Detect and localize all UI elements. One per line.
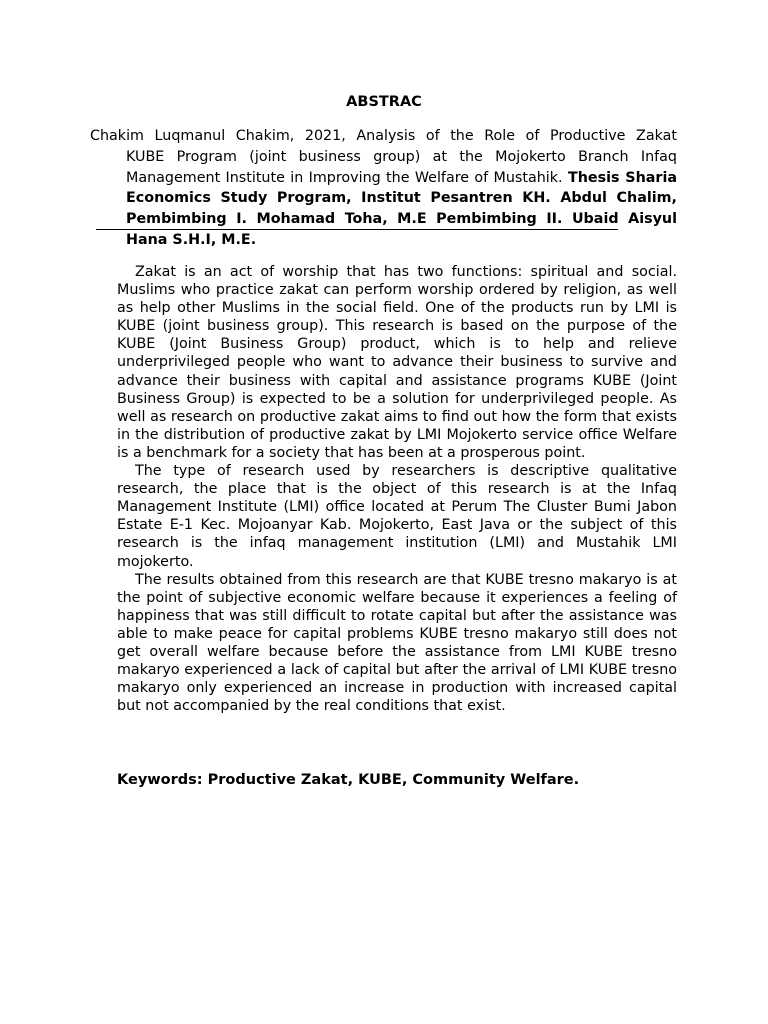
abstract-title: ABSTRAC — [346, 94, 422, 110]
abstract-paragraph-2: The type of research used by researchers is descriptive qualitative research, the place that is the object of this research is at the Infaq Management Institute (LMI) office located at Perum The Cluster Bumi Jabon Estate E-1 Kec. Mojoanyar Kab. Mojokerto, East Java or the subject of this research is the infaq management institution (LMI) and Mustahik LMI mojokerto. — [117, 463, 677, 570]
abstract-paragraph-3: The results obtained from this research are that KUBE tresno makaryo is at the point of subjective economic welfare because it experiences a feeling of happiness that was still difficult to rotate capital but after the assistance was able to make peace for capital problems KUBE tresno makaryo still does not get overall welfare because before the assistance from LMI KUBE tresno makaryo experienced a lack of capital but after the arrival of LMI KUBE tresno makaryo only experienced an increase in production with increased capital but not accompanied by the real conditions that exist. — [117, 571, 677, 715]
keywords-line: Keywords: Productive Zakat, KUBE, Community Welfare. — [117, 772, 580, 788]
citation-block — [90, 126, 677, 251]
citation-continuation: KUBE Program (joint business group) at the Mojokerto Branch Infaq Management Institute in Improving the Welfare of Mustahik. — [126, 148, 677, 186]
citation-first-line: Chakim Luqmanul Chakim, 2021, Analysis of the Role of Productive Zakat — [90, 128, 677, 144]
abstract-paragraph-1: Zakat is an act of worship that has two functions: spiritual and social. Muslims who practice zakat can perform worship ordered by religion, as well as help other Muslims in the social field. One of the products run by LMI is KUBE (joint business group). This research is based on the purpose of the KUBE (Joint Business Group) product, which is to help and relieve underprivileged people who want to advance their business to survive and advance their business with capital and assistance programs KUBE (Joint Business Group) is expected to be a solution for underprivileged people. As well as research on productive zakat aims to find out how the form that exists in the distribution of productive zakat by LMI Mojokerto service office Welfare is a benchmark for a society that has been at a prosperous point. — [117, 264, 677, 461]
citation-continuation-block — [126, 147, 677, 251]
horizontal-rule — [96, 229, 618, 230]
abstract-body — [117, 263, 677, 715]
citation-thesis-info: Thesis Sharia Economics Study Program, Institut Pesantren KH. Abdul Chalim, Pembimbing I. Mohamad Toha, M.E Pembimbing II. Ubaid Aisyul Hana S.H.I, M.E. — [126, 169, 677, 248]
